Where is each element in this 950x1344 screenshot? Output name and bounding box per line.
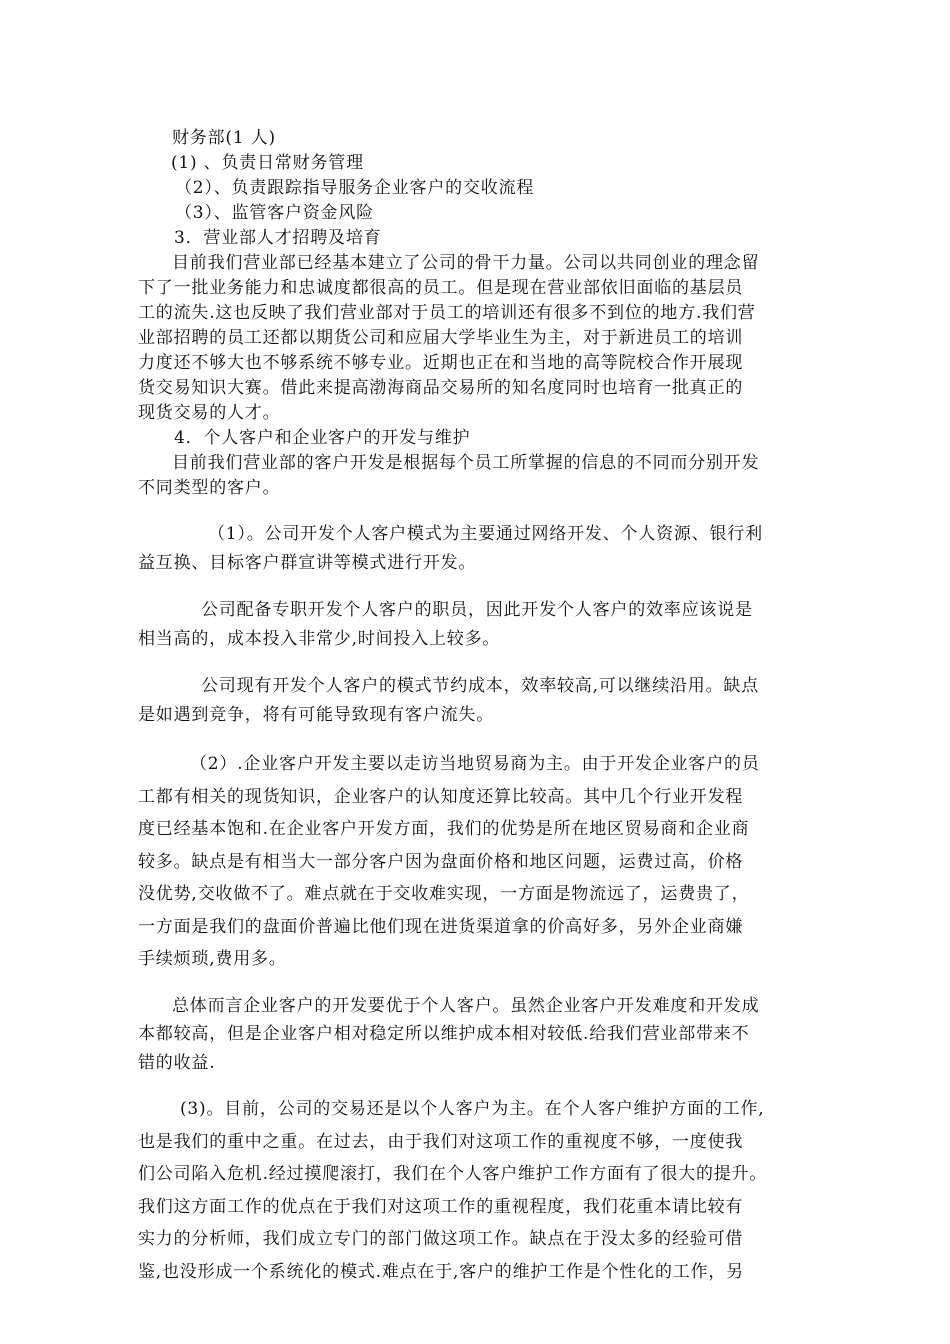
maintenance-paragraph: [138, 1093, 814, 1288]
section-heading-clients: 4．个人客户和企业客户的开发与维护: [174, 428, 471, 448]
paragraph-line: 工的流失.这也反映了我们营业部对于员工的培训还有很多不到位的地方.我们营: [138, 303, 756, 323]
paragraph-line: （2）.企业客户开发主要以走访当地贸易商为主。由于开发企业客户的员: [190, 754, 760, 774]
paragraph-line: 手续烦琐,费用多。: [138, 949, 287, 969]
paragraph-line: 现货交易的人才。: [138, 403, 281, 423]
paragraph-line: 公司配备专职开发个人客户的职员，因此开发个人客户的效率应该说是: [201, 600, 753, 620]
paragraph-line: 总体而言企业客户的开发要优于个人客户。虽然企业客户开发难度和开发成: [172, 995, 760, 1016]
paragraph-line: 是如遇到竞争，将有可能导致现有客户流失。: [138, 704, 494, 725]
paragraph-line: 较多。缺点是有相当大一部分客户因为盘面价格和地区问题，运费过高，价格: [138, 851, 744, 872]
finance-heading: 财务部(1 人): [172, 128, 276, 148]
summary-paragraph: [138, 992, 814, 1078]
paragraph-line: 没优势,交收做不了。难点就在于交收难实现，一方面是物流远了，运费贵了，: [138, 884, 750, 904]
paragraph-line: 公司现有开发个人客户的模式节约成本，效率较高,可以继续沿用。缺点: [201, 676, 760, 696]
paragraph-line: 本都较高，但是企业客户相对稳定所以维护成本相对较低.给我们营业部带来不: [138, 1024, 750, 1044]
section-heading-talent: 3．营业部人才招聘及培育: [174, 228, 382, 248]
paragraph-line: 度已经基本饱和.在企业客户开发方面，我们的优势是所在地区贸易商和企业商: [138, 819, 750, 839]
finance-item: （3）、监管客户资金风险: [175, 203, 374, 223]
paragraph-line: 鉴,也没形成一个系统化的模式.难点在于,客户的维护工作是个性化的工作，另: [138, 1261, 745, 1282]
paragraph-line: 我们这方面工作的优点在于我们对这项工作的重视程度，我们花重本请比较有: [138, 1196, 744, 1217]
individual-dev-paragraph: [138, 520, 814, 577]
finance-item: (1) 、负责日常财务管理: [171, 153, 364, 173]
finance-item: （2）、负责跟踪指导服务企业客户的交收流程: [175, 178, 535, 198]
paragraph-line: 们公司陷入危机.经过摸爬滚打，我们在个人客户维护工作方面有了很大的提升。: [138, 1164, 768, 1184]
talent-paragraph: [138, 251, 814, 501]
paragraph-line: 下了一批业务能力和忠诚度都很高的员工。但是现在营业部依旧面临的基层员: [138, 278, 744, 298]
paragraph-line: 错的收益.: [138, 1052, 216, 1073]
paragraph-line: （1）。公司开发个人客户模式为主要通过网络开发、个人资源、银行利: [208, 524, 763, 544]
paragraph-line: 不同类型的客户。: [138, 478, 281, 498]
finance-section: [138, 126, 814, 251]
paragraph-line: (3)。目前，公司的交易还是以个人客户为主。在个人客户维护方面的工作,: [180, 1099, 765, 1119]
paragraph-line: 实力的分析师，我们成立专门的部门做这项工作。缺点在于没太多的经验可借: [138, 1229, 744, 1249]
paragraph-line: 力度还不够大也不够系统不够专业。近期也正在和当地的高等院校合作开展现: [138, 353, 744, 373]
mode-paragraph: [138, 672, 814, 729]
paragraph-line: 益互换、目标客户群宣讲等模式进行开发。: [138, 552, 477, 573]
paragraph-line: 相当高的，成本投入非常少,时间投入上较多。: [138, 628, 501, 649]
paragraph-line: 业部招聘的员工还都以期货公司和应届大学毕业生为主，对于新进员工的培训: [138, 328, 744, 348]
document-body: [138, 126, 814, 1288]
staff-paragraph: [138, 596, 814, 653]
paragraph-line: 货交易知识大赛。借此来提高渤海商品交易所的知名度同时也培育一批真正的: [138, 378, 744, 398]
paragraph-line: 目前我们营业部的客户开发是根据每个员工所掌握的信息的不同而分别开发: [172, 453, 760, 473]
enterprise-dev-paragraph: [138, 748, 814, 976]
paragraph-line: 工都有相关的现货知识，企业客户的认知度还算比较高。其中几个行业开发程: [138, 786, 744, 807]
paragraph-line: 也是我们的重中之重。在过去，由于我们对这项工作的重视度不够，一度使我: [138, 1131, 744, 1152]
paragraph-line: 一方面是我们的盘面价普遍比他们现在进货渠道拿的价高好多，另外企业商嫌: [138, 916, 744, 937]
paragraph-line: 目前我们营业部已经基本建立了公司的骨干力量。公司以共同创业的理念留: [172, 253, 760, 273]
